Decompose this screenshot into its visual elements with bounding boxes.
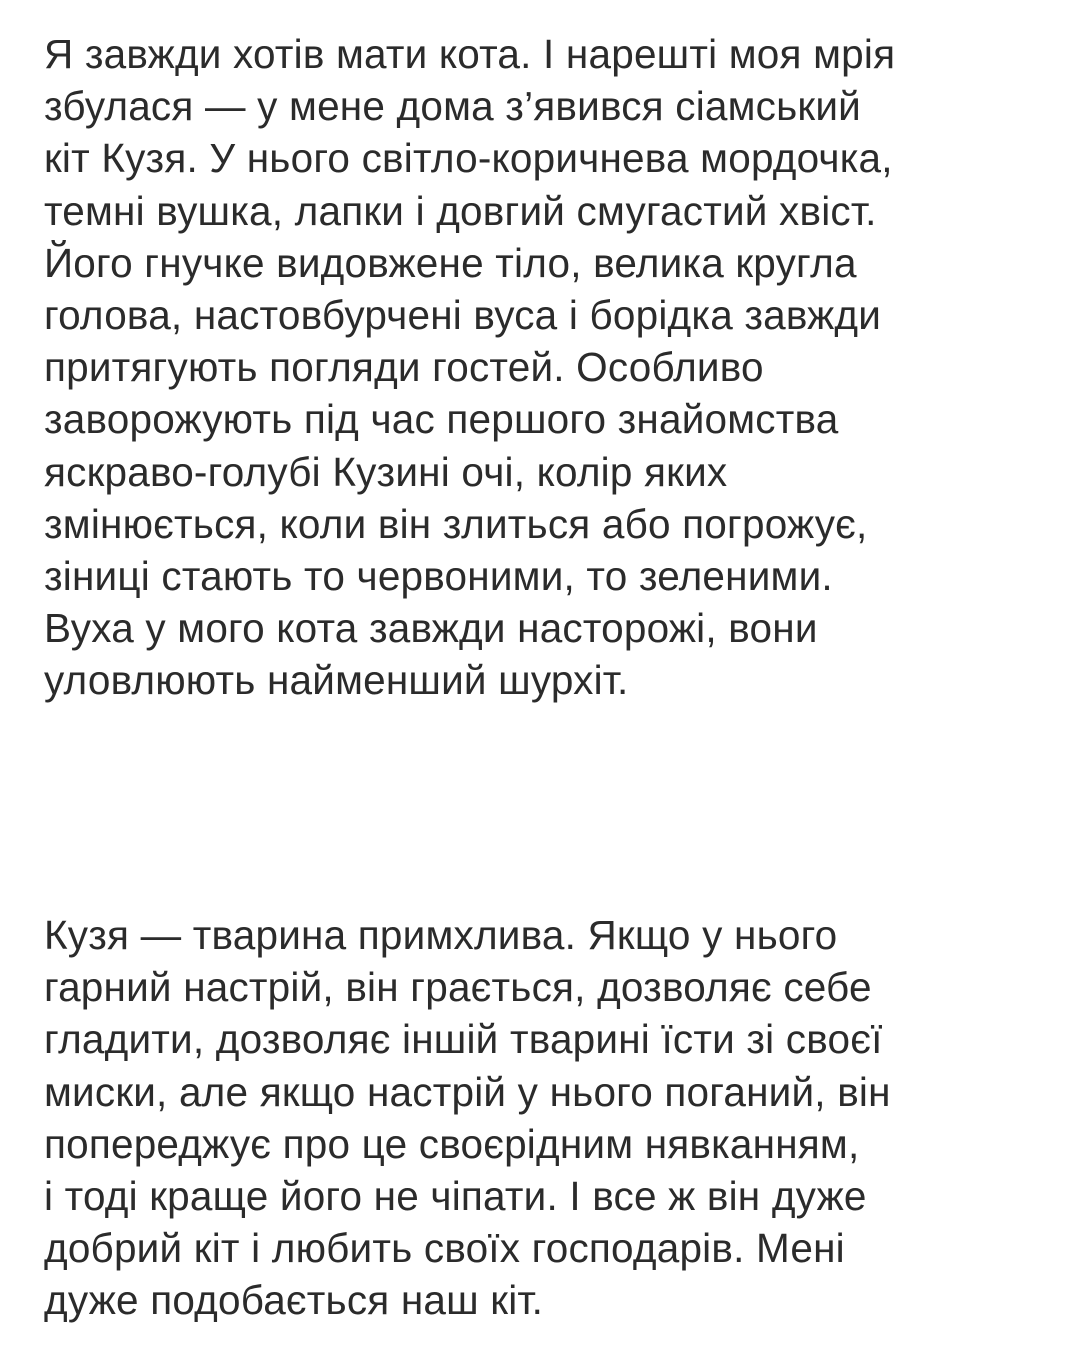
text-line: Вуха у мого кота завжди насторожі, вони — [44, 605, 818, 652]
text-line: добрий кіт і любить своїх господарів. Мені — [44, 1225, 845, 1272]
text-line: уловлюють найменший шурхіт. — [44, 657, 629, 704]
text-line: зіниці стають то червоними, то зеленими. — [44, 553, 833, 600]
text-line: Його гнучке видовжене тіло, велика кругла — [44, 239, 857, 286]
text-line: притягують погляди гостей. Особливо — [44, 344, 764, 391]
text-line: темні вушка, лапки і довгий смугастий хвіст. — [44, 187, 877, 234]
text-line: і тоді краще його не чіпати. І все ж він дуже — [44, 1173, 867, 1220]
text-line: яскраво-голубі Кузині очі, колір яких — [44, 448, 728, 495]
text-line: гарний настрій, він грається, дозволяє себе — [44, 964, 872, 1011]
text-line: змінюється, коли він злиться або погрожує, — [44, 500, 868, 547]
paragraph-2 — [44, 909, 1054, 1327]
text-line: Я завжди хотів мати кота. І нарешті моя мрія — [44, 31, 896, 77]
text-line: миски, але якщо настрій у нього поганий, він — [44, 1068, 891, 1115]
text-line: попереджує про це своєрідним нявканням, — [44, 1120, 860, 1167]
paragraph-1 — [44, 28, 1054, 707]
text-line: збулася — у мене дома з’явився сіамський — [44, 83, 861, 130]
text-line: голова, настовбурчені вуса і борідка завжди — [44, 292, 882, 339]
text-line: заворожують під час першого знайомства — [44, 396, 839, 443]
text-line: дуже подобається наш кіт. — [44, 1277, 544, 1324]
text-line: гладити, дозволяє іншій тварині їсти зі своєї — [44, 1016, 883, 1063]
text-line: кіт Кузя. У нього світло-коричнева мордочка, — [44, 135, 893, 182]
text-line: Кузя — тварина примхлива. Якщо у нього — [44, 912, 838, 958]
